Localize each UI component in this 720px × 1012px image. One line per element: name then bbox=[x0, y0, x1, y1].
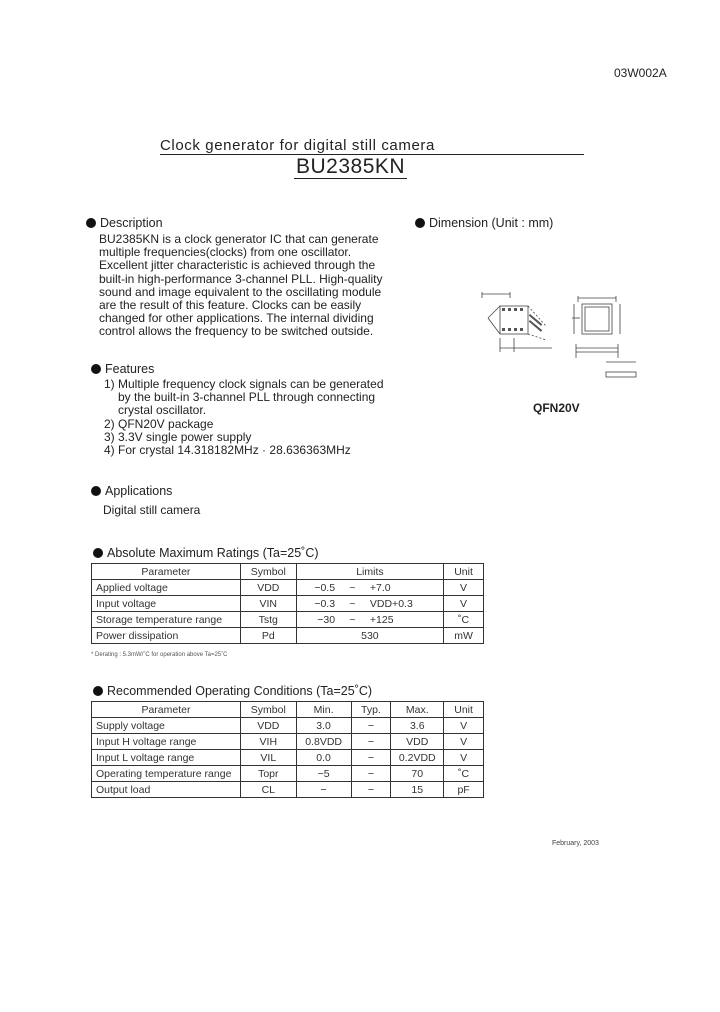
cell-min: 0.0 bbox=[296, 750, 351, 766]
header-typ: Typ. bbox=[351, 702, 391, 718]
table-row bbox=[92, 734, 484, 750]
cell-max: 3.6 bbox=[391, 718, 444, 734]
cell-min: 3.0 bbox=[296, 718, 351, 734]
document-title: Clock generator for digital still camera bbox=[160, 137, 584, 155]
cell-unit: V bbox=[444, 718, 484, 734]
cell-parameter: Operating temperature range bbox=[92, 766, 241, 782]
cell-unit: V bbox=[444, 580, 484, 596]
table-row bbox=[92, 612, 484, 628]
cell-unit: mW bbox=[444, 628, 484, 644]
cell-min: −30 bbox=[296, 612, 339, 628]
header-symbol: Symbol bbox=[240, 702, 296, 718]
part-number: BU2385KN bbox=[296, 155, 406, 178]
header-unit: Unit bbox=[444, 564, 484, 580]
abs-max-heading-label: Absolute Maximum Ratings (Ta=25˚C) bbox=[107, 546, 319, 560]
cell-typ: − bbox=[351, 766, 391, 782]
cell-unit: pF bbox=[444, 782, 484, 798]
list-item bbox=[104, 378, 404, 418]
cell-symbol: Topr bbox=[240, 766, 296, 782]
table-row bbox=[92, 580, 484, 596]
cell-value: 530 bbox=[296, 628, 443, 644]
cell-max: 70 bbox=[391, 766, 444, 782]
publication-date: February, 2003 bbox=[552, 840, 599, 847]
header-max: Max. bbox=[391, 702, 444, 718]
cell-sep: ~ bbox=[339, 596, 366, 612]
table-row bbox=[92, 750, 484, 766]
description-heading-label: Description bbox=[100, 216, 163, 230]
bullet-icon bbox=[91, 364, 101, 374]
cell-symbol: VIH bbox=[240, 734, 296, 750]
cell-max: 15 bbox=[391, 782, 444, 798]
cell-unit: V bbox=[444, 750, 484, 766]
cell-symbol: VDD bbox=[240, 580, 296, 596]
derating-note: * Derating : 5.3mW/˚C for operation above Ta=25˚C bbox=[91, 652, 228, 658]
list-item-text: 3.3V single power supply bbox=[118, 429, 252, 444]
table-row bbox=[92, 596, 484, 612]
applications-heading-label: Applications bbox=[105, 484, 173, 498]
rec-op-heading bbox=[93, 684, 372, 698]
table-row bbox=[92, 766, 484, 782]
list-item-number: 1) bbox=[104, 377, 115, 391]
list-item bbox=[104, 444, 404, 457]
list-item bbox=[104, 418, 404, 431]
cell-unit: ˚C bbox=[444, 766, 484, 782]
header-min: Min. bbox=[296, 702, 351, 718]
cell-max: VDD bbox=[391, 734, 444, 750]
cell-parameter: Power dissipation bbox=[92, 628, 241, 644]
package-dimension-drawing bbox=[470, 288, 642, 384]
cell-symbol: VIN bbox=[240, 596, 296, 612]
header-parameter: Parameter bbox=[92, 702, 241, 718]
table-header-row bbox=[92, 702, 484, 718]
cell-max: +125 bbox=[366, 612, 444, 628]
bullet-icon bbox=[415, 218, 425, 228]
cell-parameter: Input L voltage range bbox=[92, 750, 241, 766]
cell-min: −0.3 bbox=[296, 596, 339, 612]
cell-max: VDD+0.3 bbox=[366, 596, 444, 612]
table-header-row bbox=[92, 564, 484, 580]
list-item-number: 2) bbox=[104, 416, 115, 431]
cell-symbol: VIL bbox=[240, 750, 296, 766]
features-heading-label: Features bbox=[105, 362, 155, 376]
dimension-heading bbox=[415, 216, 553, 230]
description-text: BU2385KN is a clock generator IC that can generate multiple frequencies(clocks) from one oscillator. Excellent jitter characteristic is achieved through the built-in high-performance 3-channel PLL. High-quality sound and image equivalent to the oscillating module are the result of this feature. Clocks can be easily changed for other applications. The internal dividing control allows the frequency to be switched outside. bbox=[99, 232, 383, 339]
cell-typ: − bbox=[351, 734, 391, 750]
cell-unit: ˚C bbox=[444, 612, 484, 628]
cell-parameter: Supply voltage bbox=[92, 718, 241, 734]
features-heading bbox=[91, 362, 154, 376]
cell-max: 0.2VDD bbox=[391, 750, 444, 766]
list-item-text: For crystal 14.318182MHz · 28.636363MHz bbox=[118, 443, 351, 458]
cell-parameter: Storage temperature range bbox=[92, 612, 241, 628]
features-list bbox=[104, 378, 404, 457]
list-item-number: 3) bbox=[104, 429, 115, 444]
cell-typ: − bbox=[351, 750, 391, 766]
cell-sep: ~ bbox=[339, 612, 366, 628]
bullet-icon bbox=[93, 548, 103, 558]
description-heading bbox=[86, 216, 163, 230]
cell-min: −0.5 bbox=[296, 580, 339, 596]
cell-symbol: VDD bbox=[240, 718, 296, 734]
cell-unit: V bbox=[444, 596, 484, 612]
document-number: 03W002A bbox=[614, 66, 667, 80]
package-label: QFN20V bbox=[533, 401, 580, 415]
cell-parameter: Applied voltage bbox=[92, 580, 241, 596]
cell-symbol: Tstg bbox=[240, 612, 296, 628]
abs-max-heading bbox=[93, 546, 319, 560]
table-row bbox=[92, 782, 484, 798]
cell-max: +7.0 bbox=[366, 580, 444, 596]
rec-op-table bbox=[91, 701, 484, 798]
abs-max-table bbox=[91, 563, 484, 644]
cell-min: − bbox=[296, 782, 351, 798]
cell-parameter: Input H voltage range bbox=[92, 734, 241, 750]
cell-parameter: Output load bbox=[92, 782, 241, 798]
list-item-number: 4) bbox=[104, 443, 115, 458]
cell-symbol: Pd bbox=[240, 628, 296, 644]
applications-text: Digital still camera bbox=[103, 503, 201, 517]
cell-unit: V bbox=[444, 734, 484, 750]
header-limits: Limits bbox=[296, 564, 443, 580]
header-unit: Unit bbox=[444, 702, 484, 718]
bullet-icon bbox=[86, 218, 96, 228]
bullet-icon bbox=[91, 486, 101, 496]
bullet-icon bbox=[93, 686, 103, 696]
list-item-text: Multiple frequency clock signals can be generated by the built-in 3-channel PLL through connecting crystal oscillator. bbox=[118, 377, 384, 418]
table-row bbox=[92, 718, 484, 734]
cell-typ: − bbox=[351, 782, 391, 798]
table-row bbox=[92, 628, 484, 644]
rec-op-heading-label: Recommended Operating Conditions (Ta=25˚C) bbox=[107, 684, 373, 698]
cell-min: −5 bbox=[296, 766, 351, 782]
cell-sep: ~ bbox=[339, 580, 366, 596]
cell-typ: − bbox=[351, 718, 391, 734]
cell-parameter: Input voltage bbox=[92, 596, 241, 612]
cell-symbol: CL bbox=[240, 782, 296, 798]
dimension-heading-label: Dimension (Unit : mm) bbox=[429, 216, 554, 230]
list-item-text: QFN20V package bbox=[118, 416, 214, 431]
header-symbol: Symbol bbox=[240, 564, 296, 580]
header-parameter: Parameter bbox=[92, 564, 241, 580]
cell-min: 0.8VDD bbox=[296, 734, 351, 750]
applications-heading bbox=[91, 484, 172, 498]
